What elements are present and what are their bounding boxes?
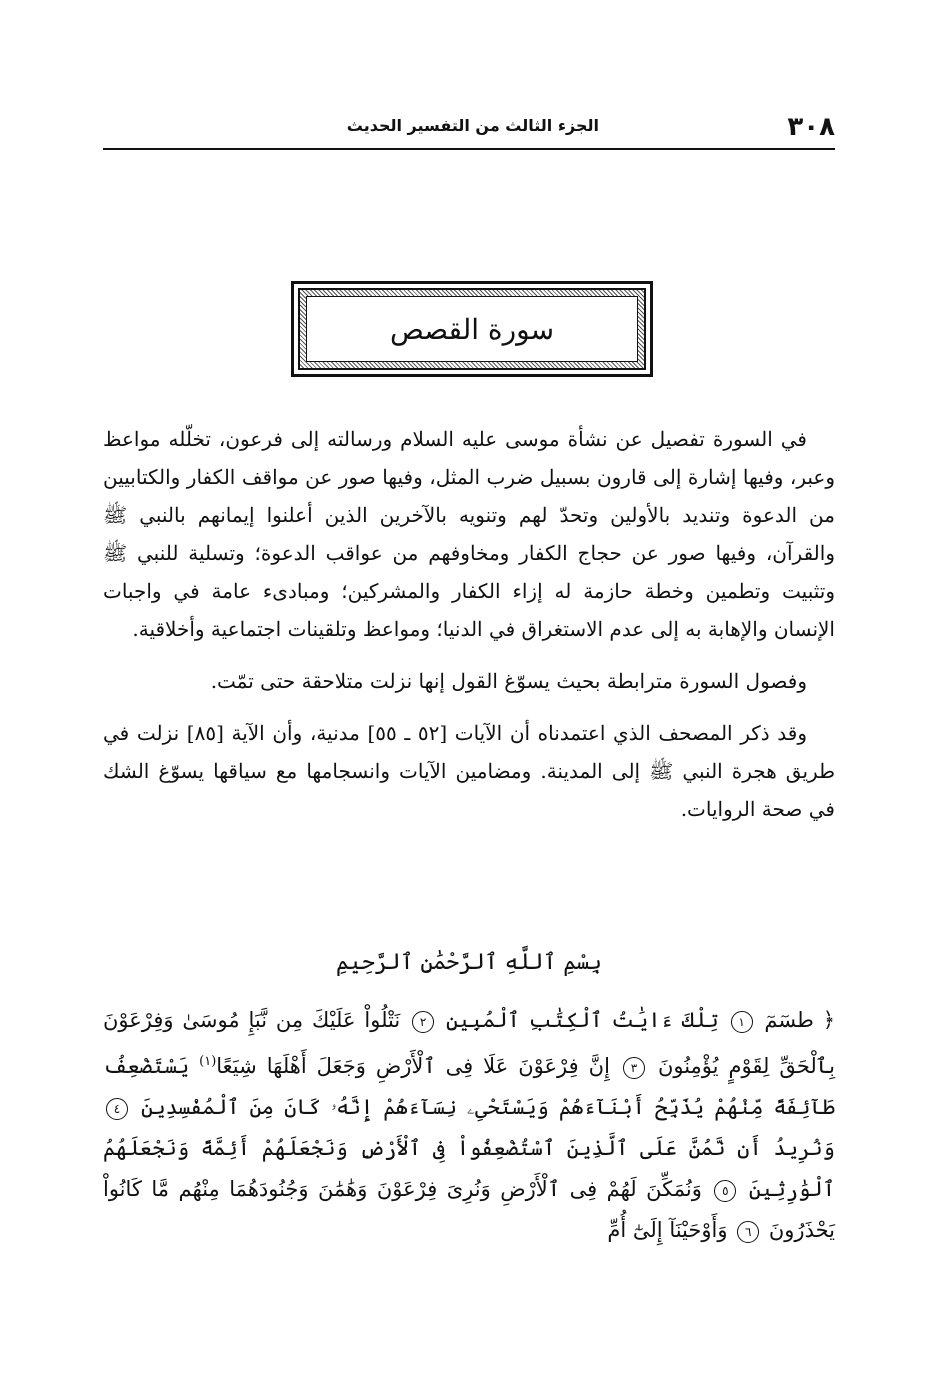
title-frame-core <box>306 296 638 362</box>
ayah-number: ١ <box>731 1011 753 1033</box>
verse-text: تِلْكَ ءَايَٰتُ ٱلْكِتَٰبِ ٱلْمُبِينِ <box>445 1008 719 1032</box>
introduction-text <box>103 420 835 842</box>
verse-text: نَتْلُواْ عَلَيْكَ مِن نَّبَإِ مُوسَىٰ وَفِرْعَوْنَ بِٱلْحَقِّ لِقَوْمٍ يُؤْمِنُونَ <box>103 1008 835 1078</box>
ayah-number: ٣ <box>623 1057 645 1079</box>
verse-text: وَنُرِيدُ أَن نَّمُنَّ عَلَى ٱلَّذِينَ ٱسْتُضْعِفُواْ فِى ٱلْأَرْضِ وَنَجْعَلَهُمْ أَئِمَّةً وَنَجْعَلَهُمُ ٱلْوَٰرِثِينَ <box>103 1136 835 1201</box>
paragraph: في السورة تفصيل عن نشأة موسى عليه السلام ورسالته إلى فرعون، تخلّله مواعظ وعبر، وفيها إشارة إلى قارون بسبيل ضرب المثل، وفيها صور عن مواقف الكفار والكتابيين من الدعوة وتنديد بالأولين وتحدّ لهم وتنويه بالآخرين الذين أعلنوا إيمانهم بالنبي ﷺ والقرآن، وفيها صور عن حجاج الكفار ومخاوفهم من عواقب الدعوة؛ وتسلية للنبي ﷺ وتثبيت وتطمين وخطة حازمة له إزاء الكفار والمشركين؛ ومبادىء عامة في واجبات الإنسان والإهابة به إلى عدم الاستغراق في الدنيا؛ ومواعظ وتلقينات اجتماعية وأخلاقية. <box>103 427 835 641</box>
verse-text: إِنَّ فِرْعَوْنَ عَلَا فِى ٱلْأَرْضِ وَجَعَلَ أَهْلَهَا شِيَعًا <box>216 1054 610 1078</box>
ayah-number: ٥ <box>714 1180 736 1202</box>
verse-text: يَسْتَضْعِفُ طَآئِفَةً مِّنْهُمْ يُذَبِّحُ أَبْنَآءَهُمْ وَيَسْتَحْىِۦ نِسَآءَهُمْ إِنَّهُۥ كَانَ مِنَ ٱلْمُفْسِدِينَ <box>103 1054 835 1119</box>
verse-text: وَأَوْحَيْنَآ إِلَىٰٓ أُمِّ <box>607 1218 728 1242</box>
verse-text: وَنُمَكِّنَ لَهُمْ فِى ٱلْأَرْضِ وَنُرِىَ فِرْعَوْنَ وَهَٰمَٰنَ وَجُنُودَهُمَا مِنْهُم مَّا كَانُواْ يَحْذَرُونَ <box>103 1177 835 1242</box>
page-number: ٣٠٨ <box>787 112 835 142</box>
ayah-number: ٢ <box>412 1011 434 1033</box>
page-header <box>103 108 835 150</box>
ayah-number: ٤ <box>106 1098 128 1120</box>
verse-text: ﴿ طسٓمٓ <box>764 1008 836 1032</box>
basmala: بِسْمِ ٱللَّهِ ٱلرَّحْمَٰنِ ٱلرَّحِيمِ <box>336 950 602 975</box>
running-title: الجزء الثالث من التفسير الحديث <box>346 116 599 135</box>
paragraph: وفصول السورة مترابطة بحيث يسوّغ القول إنها نزلت متلاحقة حتى تمّت. <box>210 669 807 693</box>
footnote-reference: (١) <box>199 1054 217 1069</box>
ornamental-border <box>298 288 646 370</box>
paragraph: وقد ذكر المصحف الذي اعتمدناه أن الآيات [٥٢ ـ ٥٥] مدنية، وأن الآية [٨٥] نزلت في طريق هجرة النبي ﷺ إلى المدينة. ومضامين الآيات وانسجامها مع سياقها يسوّغ الشك في صحة الروايات. <box>103 721 835 821</box>
quran-verses <box>103 1000 835 1251</box>
surah-title: سورة القصص <box>389 312 555 346</box>
surah-title-frame <box>291 281 653 377</box>
ayah-number: ٦ <box>737 1221 759 1243</box>
